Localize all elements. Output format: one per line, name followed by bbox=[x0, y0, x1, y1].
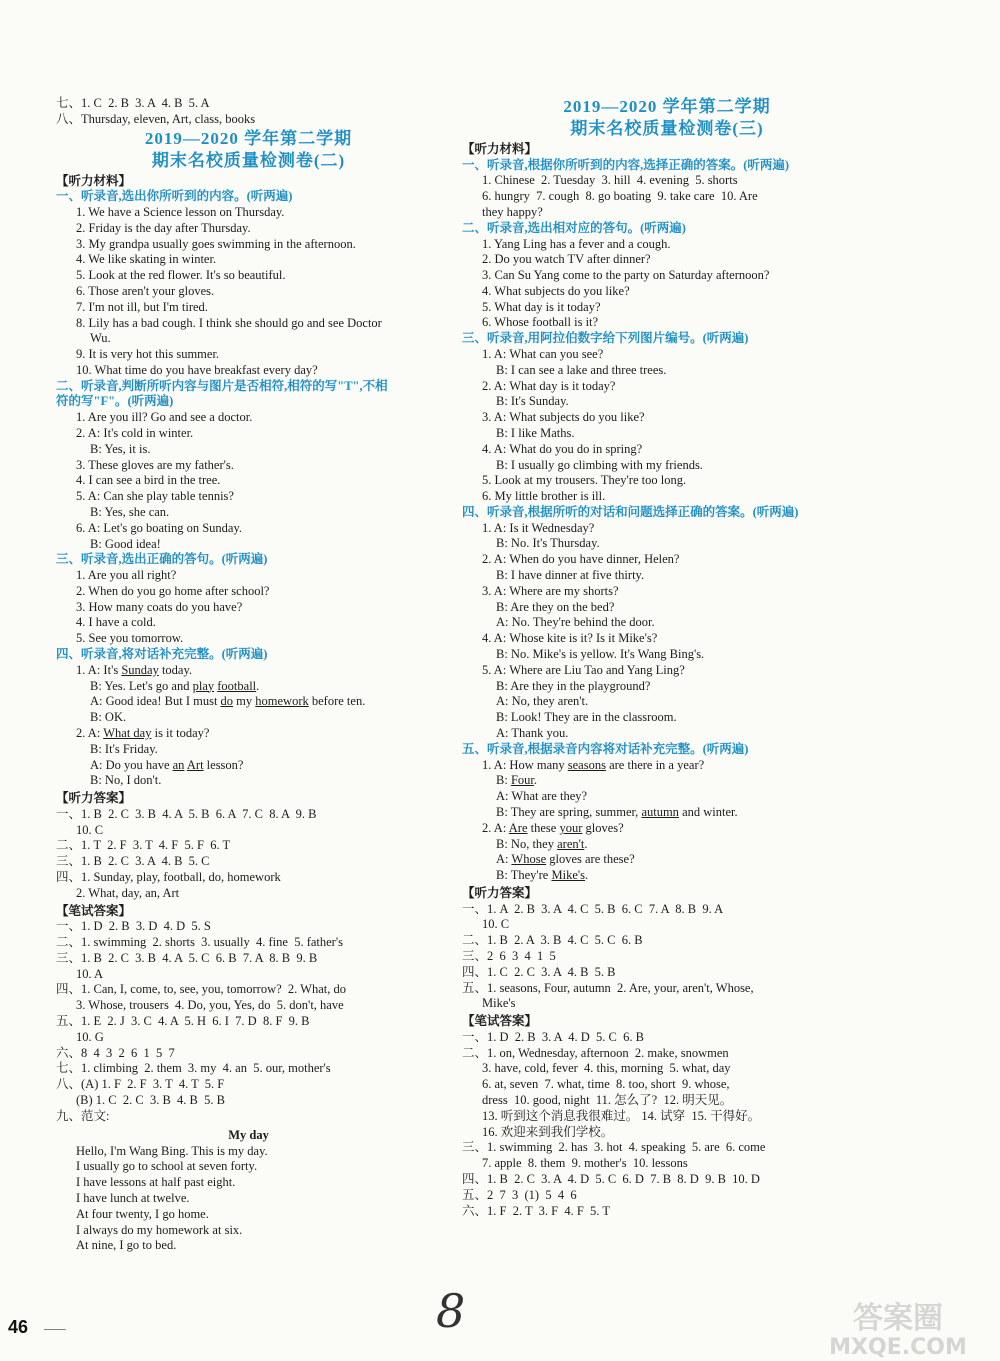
answer-line: 一、1. B 2. C 3. B 4. A 5. B 6. A 7. C 8. A 9. B bbox=[56, 806, 317, 821]
answer-line: 五、2 7 3 (1) 5 4 6 bbox=[462, 1187, 577, 1202]
filled-blank: do bbox=[220, 694, 234, 709]
list-item: A: No. They're behind the door. bbox=[496, 615, 655, 630]
dialog-line: 2. A: Are these your gloves? bbox=[482, 820, 624, 835]
essay-line: I have lessons at half past eight. bbox=[76, 1175, 236, 1190]
answer-line: 二、1. B 2. A 3. B 4. C 5. C 6. B bbox=[462, 933, 643, 948]
left-column bbox=[56, 96, 441, 1254]
filled-blank: play bbox=[192, 678, 215, 693]
list-item: Wu. bbox=[90, 331, 111, 346]
answer-line: 八、(A) 1. F 2. F 3. T 4. T 5. F bbox=[56, 1077, 225, 1092]
list-item: 4. I can see a bird in the tree. bbox=[76, 473, 221, 488]
list-item: B: I have dinner at five thirty. bbox=[496, 568, 645, 583]
answer-line: 3. have, cold, fever 4. this, morning 5. what, day bbox=[482, 1061, 731, 1076]
list-item: 3. A: What subjects do you like? bbox=[482, 410, 645, 425]
list-item: B: I like Maths. bbox=[496, 425, 575, 440]
list-item: B: No. Mike's is yellow. It's Wang Bing's. bbox=[496, 647, 705, 662]
answer-line: 六、8 4 3 2 6 1 5 7 bbox=[56, 1045, 175, 1060]
list-item: 1. Are you ill? Go and see a doctor. bbox=[76, 410, 253, 425]
list-item: 5. A: Can she play table tennis? bbox=[76, 489, 234, 504]
essay-line: At four twenty, I go home. bbox=[76, 1206, 209, 1221]
list-item: 8. Lily has a bad cough. I think she should go and see Doctor bbox=[76, 315, 382, 330]
list-item: 4. We like skating in winter. bbox=[76, 252, 217, 267]
section-heading: 符的写"F"。(听两遍) bbox=[56, 394, 174, 409]
list-item: 3. A: Where are my shorts? bbox=[482, 583, 619, 598]
list-item: B: Yes, she can. bbox=[90, 504, 170, 519]
answer-line: 七、1. C 2. B 3. A 4. B 5. A bbox=[56, 96, 210, 110]
exam-title-name: 期末名校质量检测卷(三) bbox=[570, 119, 764, 138]
dialog-line: 2. A: What day is it today? bbox=[76, 725, 210, 740]
list-item: 2. Friday is the day after Thursday. bbox=[76, 220, 251, 235]
list-item: 9. It is very hot this summer. bbox=[76, 347, 220, 362]
list-item: B: Are they on the bed? bbox=[496, 599, 615, 614]
section-heading: 四、听录音,根据所听的对话和问题选择正确的答案。(听两遍) bbox=[462, 504, 799, 519]
list-item: 5. Look at my trousers. They're too long. bbox=[482, 473, 687, 488]
answer-line: 五、1. E 2. J 3. C 4. A 5. H 6. I 7. D 8. F 9. B bbox=[56, 1014, 310, 1029]
answer-line: 6. at, seven 7. what, time 8. too, short 9. whose, bbox=[482, 1077, 730, 1092]
list-item: 6. Whose football is it? bbox=[482, 315, 599, 330]
dialog-line: A: Do you have an Art lesson? bbox=[90, 757, 244, 772]
answer-line: 二、1. T 2. F 3. T 4. F 5. F 6. T bbox=[56, 838, 231, 853]
watermark-text-cn: 答案圈 bbox=[853, 1301, 943, 1336]
answer-line: 三、1. swimming 2. has 3. hot 4. speaking 5. are 6. come bbox=[462, 1140, 766, 1155]
answer-line: 八、Thursday, eleven, Art, class, books bbox=[56, 111, 256, 126]
list-item: 3. These gloves are my father's. bbox=[76, 457, 234, 472]
answer-line: 16. 欢迎来到我们学校。 bbox=[482, 1124, 614, 1139]
answer-line: 一、1. D 2. B 3. D 4. D 5. S bbox=[56, 919, 211, 934]
dialog-line: A: Good idea! But I must do my homework before ten. bbox=[90, 694, 366, 709]
answer-line: 四、1. Can, I, come, to, see, you, tomorrow? 2. What, do bbox=[56, 982, 346, 997]
section-heading: 一、听录音,选出你所听到的内容。(听两遍) bbox=[56, 189, 293, 204]
filled-blank: seasons bbox=[567, 757, 606, 772]
exam-title-year: 2019—2020 学年第二学期 bbox=[144, 128, 353, 148]
answer-line: 三、1. B 2. C 3. B 4. A 5. C 6. B 7. A 8. B 9. B bbox=[56, 950, 318, 965]
list-item: 1. Yang Ling has a fever and a cough. bbox=[482, 236, 671, 251]
section-heading: 三、听录音,用阿拉伯数字给下列图片编号。(听两遍) bbox=[462, 331, 749, 346]
list-item: 6. Those aren't your gloves. bbox=[76, 283, 215, 298]
listening-material-heading: 【听力材料】 bbox=[56, 173, 132, 188]
written-answers-heading: 【笔试答案】 bbox=[462, 1014, 538, 1029]
essay-line: I always do my homework at six. bbox=[76, 1222, 243, 1237]
list-item: 6. My little brother is ill. bbox=[482, 489, 606, 504]
filled-blank: Sunday bbox=[121, 662, 159, 677]
list-item: 3. Can Su Yang come to the party on Saturday afternoon? bbox=[482, 268, 770, 283]
list-item: 5. Look at the red flower. It's so beautiful. bbox=[76, 268, 286, 283]
section-heading: 四、听录音,将对话补充完整。(听两遍) bbox=[56, 647, 268, 662]
essay-line: I have lunch at twelve. bbox=[76, 1191, 190, 1206]
list-item: 4. I have a cold. bbox=[76, 615, 156, 630]
answer-line: 3. Whose, trousers 4. Do, you, Yes, do 5. don't, have bbox=[76, 998, 344, 1013]
exam-title-name: 期末名校质量检测卷(二) bbox=[151, 150, 346, 170]
filled-blank: Art bbox=[186, 757, 204, 772]
list-item: 1. A: What can you see? bbox=[482, 346, 604, 361]
filled-blank: your bbox=[559, 820, 583, 835]
written-answers-heading: 【笔试答案】 bbox=[56, 903, 132, 918]
filled-blank: football bbox=[217, 678, 257, 693]
filled-blank: Mike's bbox=[551, 868, 585, 883]
answer-line: Mike's bbox=[482, 996, 516, 1011]
essay-line: At nine, I go to bed. bbox=[76, 1238, 177, 1253]
list-item: 3. How many coats do you have? bbox=[76, 599, 243, 614]
section-heading: 二、听录音,判断所听内容与图片是否相符,相符的写"T",不相 bbox=[56, 378, 388, 393]
list-item: 1. We have a Science lesson on Thursday. bbox=[76, 205, 285, 219]
answer-line: 10. G bbox=[76, 1029, 104, 1044]
watermark-text-url: MXQE.COM bbox=[829, 1335, 967, 1358]
list-item: B: Good idea! bbox=[90, 536, 161, 551]
answer-line: 一、1. D 2. B 3. A 4. D 5. C 6. B bbox=[462, 1029, 644, 1044]
list-item: 4. A: What do you do in spring? bbox=[482, 441, 643, 456]
answer-line: dress 10. good, night 11. 怎么了? 12. 明天见。 bbox=[482, 1093, 733, 1108]
exam-title-year: 2019—2020 学年第二学期 bbox=[563, 97, 771, 116]
list-item: B: Are they in the playground? bbox=[496, 678, 651, 693]
list-item: they happy? bbox=[482, 205, 543, 219]
answer-line: 7. apple 8. them 9. mother's 10. lessons bbox=[482, 1156, 688, 1171]
section-heading: 一、听录音,根据你所听到的内容,选择正确的答案。(听两遍) bbox=[462, 157, 790, 172]
dialog-line: 1. A: How many seasons are there in a year? bbox=[482, 757, 705, 772]
section-heading: 五、听录音,根据录音内容将对话补充完整。(听两遍) bbox=[462, 741, 749, 756]
section-heading: 三、听录音,选出正确的答句。(听两遍) bbox=[56, 552, 268, 567]
dialog-line: B: It's Friday. bbox=[90, 741, 158, 756]
list-item: 10. What time do you have breakfast every day? bbox=[76, 362, 318, 377]
list-item: B: Yes, it is. bbox=[90, 441, 151, 456]
answer-line: 一、1. A 2. B 3. A 4. C 5. B 6. C 7. A 8. B 9. A bbox=[462, 901, 724, 916]
answer-line: 四、1. Sunday, play, football, do, homework bbox=[56, 870, 281, 884]
dialog-line: B: OK. bbox=[90, 710, 127, 725]
list-item: B: Look! They are in the classroom. bbox=[496, 710, 677, 725]
essay-line: I usually go to school at seven forty. bbox=[76, 1159, 258, 1174]
answer-line: 13. 听到这个消息我很难过。 14. 试穿 15. 干得好。 bbox=[482, 1108, 761, 1123]
watermark-logo bbox=[800, 1296, 996, 1358]
filled-blank: Four bbox=[510, 773, 534, 788]
essay-title: My day bbox=[228, 1127, 269, 1142]
handwritten-mark: 8 bbox=[436, 1284, 466, 1338]
list-item: 4. A: Whose kite is it? Is it Mike's? bbox=[482, 631, 658, 646]
list-item: 7. I'm not ill, but I'm tired. bbox=[76, 299, 208, 314]
list-item: 1. Are you all right? bbox=[76, 568, 177, 583]
answer-line: 三、1. B 2. C 3. A 4. B 5. C bbox=[56, 854, 210, 869]
list-item: 5. What day is it today? bbox=[482, 299, 601, 314]
dialog-line: B: No, I don't. bbox=[90, 773, 162, 788]
listening-material-heading: 【听力材料】 bbox=[462, 142, 538, 156]
list-item: 2. A: It's cold in winter. bbox=[76, 425, 194, 440]
list-item: B: No. It's Thursday. bbox=[496, 536, 600, 551]
answer-line: 二、1. on, Wednesday, afternoon 2. make, snowmen bbox=[462, 1045, 729, 1060]
filled-blank: homework bbox=[255, 694, 309, 709]
essay-line: Hello, I'm Wang Bing. This is my day. bbox=[76, 1143, 268, 1158]
answer-line: 10. C bbox=[76, 822, 104, 837]
list-item: 2. A: What day is it today? bbox=[482, 378, 616, 393]
dialog-line: B: They are spring, summer, autumn and winter. bbox=[496, 804, 738, 819]
listening-answers-heading: 【听力答案】 bbox=[56, 791, 132, 806]
dialog-line: B: Four. bbox=[496, 773, 537, 788]
filled-blank: aren't bbox=[557, 836, 585, 851]
list-item: 1. Chinese 2. Tuesday 3. hill 4. evening 5. shorts bbox=[482, 173, 738, 188]
section-heading: 二、听录音,选出相对应的答句。(听两遍) bbox=[462, 220, 686, 235]
answer-line: 三、2 6 3 4 1 5 bbox=[462, 948, 556, 963]
filled-blank: What day bbox=[103, 725, 152, 740]
answer-line: 五、1. seasons, Four, autumn 2. Are, your, aren't, Whose, bbox=[462, 980, 754, 995]
filled-blank: Are bbox=[508, 820, 528, 835]
dialog-line: B: They're Mike's. bbox=[496, 868, 589, 883]
list-item: 1. A: Is it Wednesday? bbox=[482, 520, 595, 535]
answer-line: 10. C bbox=[482, 917, 510, 932]
list-item: 6. A: Let's go boating on Sunday. bbox=[76, 520, 243, 535]
list-item: 5. See you tomorrow. bbox=[76, 631, 184, 646]
answer-line: 七、1. climbing 2. them 3. my 4. an 5. our, mother's bbox=[56, 1061, 331, 1076]
answer-line: (B) 1. C 2. C 3. B 4. B 5. B bbox=[76, 1093, 225, 1108]
list-item: A: No, they aren't. bbox=[496, 694, 589, 709]
dialog-line: A: What are they? bbox=[496, 789, 588, 804]
answer-line: 10. A bbox=[76, 966, 104, 981]
dialog-line: A: Whose gloves are these? bbox=[496, 852, 635, 867]
list-item: 5. A: Where are Liu Tao and Yang Ling? bbox=[482, 662, 685, 677]
list-item: 4. What subjects do you like? bbox=[482, 283, 630, 298]
filled-blank: Whose bbox=[511, 852, 547, 867]
answer-line: 四、1. C 2. C 3. A 4. B 5. B bbox=[462, 964, 616, 979]
filled-blank: autumn bbox=[641, 804, 679, 819]
dialog-line: B: Yes. Let's go and play football. bbox=[90, 678, 260, 693]
filled-blank: an bbox=[172, 757, 185, 772]
dialog-line: B: No, they aren't. bbox=[496, 836, 588, 851]
list-item: 2. When do you go home after school? bbox=[76, 583, 270, 598]
dialog-line: 1. A: It's Sunday today. bbox=[76, 662, 193, 677]
list-item: 2. Do you watch TV after dinner? bbox=[482, 252, 651, 267]
list-item: 3. My grandpa usually goes swimming in the afternoon. bbox=[76, 236, 356, 251]
page-number: 46 bbox=[8, 1317, 29, 1337]
list-item: 2. A: When do you have dinner, Helen? bbox=[482, 552, 680, 567]
right-column bbox=[462, 96, 872, 1219]
answer-line: 二、1. swimming 2. shorts 3. usually 4. fine 5. father's bbox=[56, 935, 343, 950]
list-item: B: I can see a lake and three trees. bbox=[496, 362, 667, 377]
listening-answers-heading: 【听力答案】 bbox=[462, 885, 538, 900]
list-item: 6. hungry 7. cough 8. go boating 9. take care 10. Are bbox=[482, 189, 758, 204]
list-item: A: Thank you. bbox=[496, 726, 569, 741]
list-item: B: I usually go climbing with my friends. bbox=[496, 457, 703, 472]
answer-line: 九、范文: bbox=[56, 1108, 110, 1123]
answer-line: 六、1. F 2. T 3. F 4. F 5. T bbox=[462, 1203, 610, 1218]
list-item: B: It's Sunday. bbox=[496, 394, 569, 409]
answer-line: 四、1. B 2. C 3. A 4. D 5. C 6. D 7. B 8. D 9. B 10. D bbox=[462, 1172, 760, 1187]
answer-line: 2. What, day, an, Art bbox=[76, 885, 180, 900]
page-number-dashes: —– bbox=[44, 1320, 66, 1336]
